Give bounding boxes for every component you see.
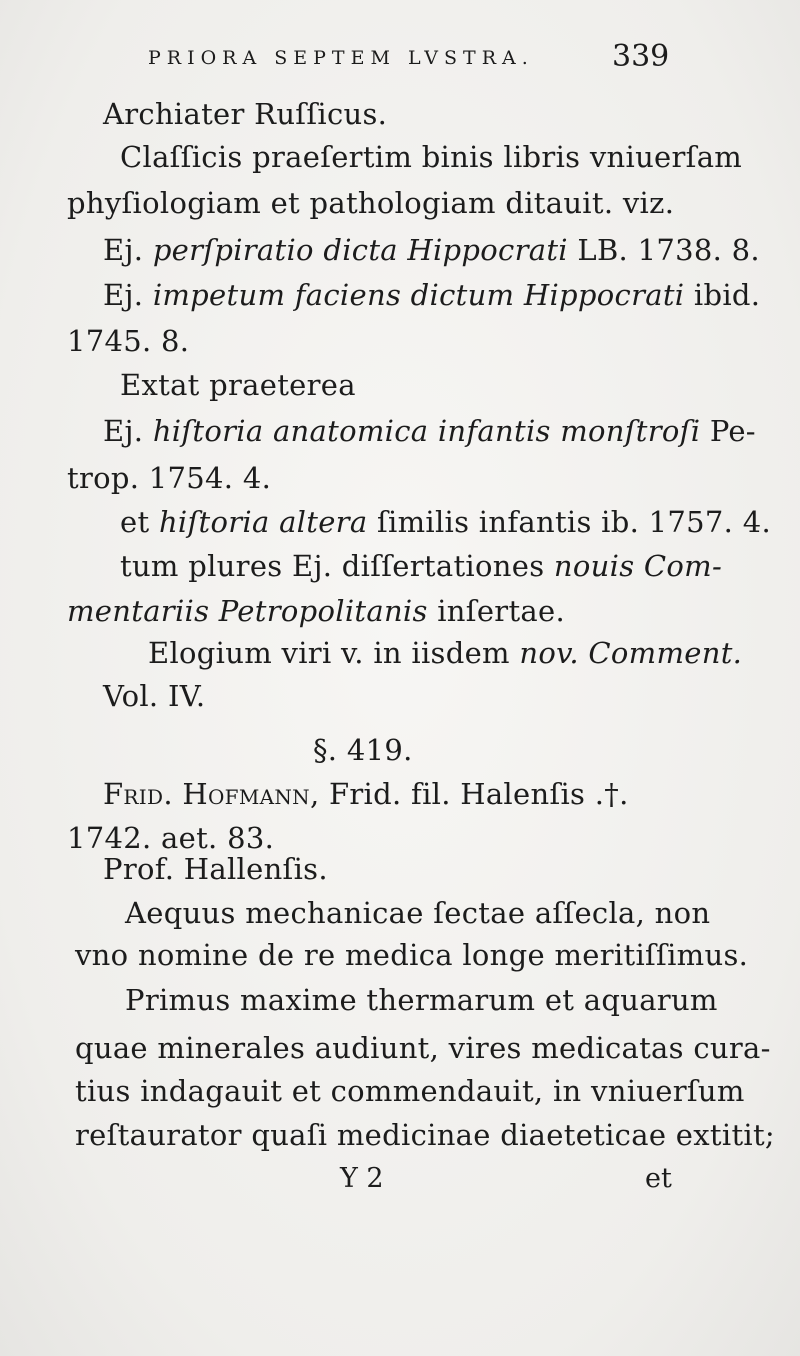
text-line: 1745. 8. <box>67 324 190 358</box>
text-line: Frid. Hofmann, Frid. fil. Halenſis .†. <box>103 777 629 811</box>
text-line: Archiater Ruſſicus. <box>103 97 388 131</box>
author-abbrev: Ej. <box>103 278 144 312</box>
text-line: Ej. hiſtoria anatomica infantis monſtroſi Pe- <box>103 414 756 448</box>
work-title: hiſtoria altera <box>158 505 368 539</box>
text-line: Aequus mechanicae ſectae aſſecla, non <box>125 896 711 930</box>
text-line: quae minerales audiunt, vires medicatas cura- <box>75 1031 771 1065</box>
signature-mark: Y 2 <box>340 1163 384 1194</box>
text-line: tum plures Ej. diſſertationes nouis Com- <box>120 549 723 583</box>
text-line: tius indagauit et commendauit, in vniuerſum <box>75 1074 745 1108</box>
imprint: ibid. <box>693 278 761 312</box>
text-line: et hiſtoria altera ſimilis infantis ib. 1757. 4. <box>120 505 771 539</box>
work-title: impetum faciens dictum Hippocrati <box>152 278 685 312</box>
work-title: hiſtoria anatomica infantis monſtroſi <box>152 414 701 448</box>
work-title: nouis Com- <box>553 549 723 583</box>
person-name: Frid. Hofmann <box>103 777 310 811</box>
text-line: mentariis Petropolitanis inſertae. <box>67 594 565 628</box>
text-line: Vol. IV. <box>103 679 206 713</box>
work-title: perſpiratio dicta Hippocrati <box>152 233 568 267</box>
text-line: Extat praeterea <box>120 368 356 402</box>
text-line: Primus maxime thermarum et aquarum <box>125 983 718 1017</box>
text-line: Prof. Hallenſis. <box>103 852 328 886</box>
running-title: PRIORA SEPTEM LVSTRA. <box>148 47 534 69</box>
text-line: vno nomine de re medica longe meritiſſimus. <box>75 938 749 972</box>
imprint: LB. 1738. 8. <box>577 233 760 267</box>
catchword: et <box>645 1163 672 1194</box>
text-line: trop. 1754. 4. <box>67 461 272 495</box>
work-title: mentariis Petropolitanis <box>67 594 428 628</box>
text-line <box>103 277 760 313</box>
page-number: 339 <box>612 39 670 74</box>
section-number: §. 419. <box>313 733 413 767</box>
text-line <box>103 232 760 268</box>
author-abbrev: Ej. <box>103 414 144 448</box>
text-line: Elogium viri v. in iisdem nov. Comment. <box>148 636 743 670</box>
text-line: 1742. aet. 83. <box>67 821 275 855</box>
text-line: Claſſicis praeſertim binis libris vniuerſam <box>120 140 743 174</box>
work-title: nov. Comment. <box>519 636 743 670</box>
author-abbrev: Ej. <box>103 233 144 267</box>
text-line: phyſiologiam et pathologiam ditauit. viz. <box>67 186 675 220</box>
text-line: reſtaurator quaſi medicinae diaeteticae extitit; <box>75 1118 775 1152</box>
